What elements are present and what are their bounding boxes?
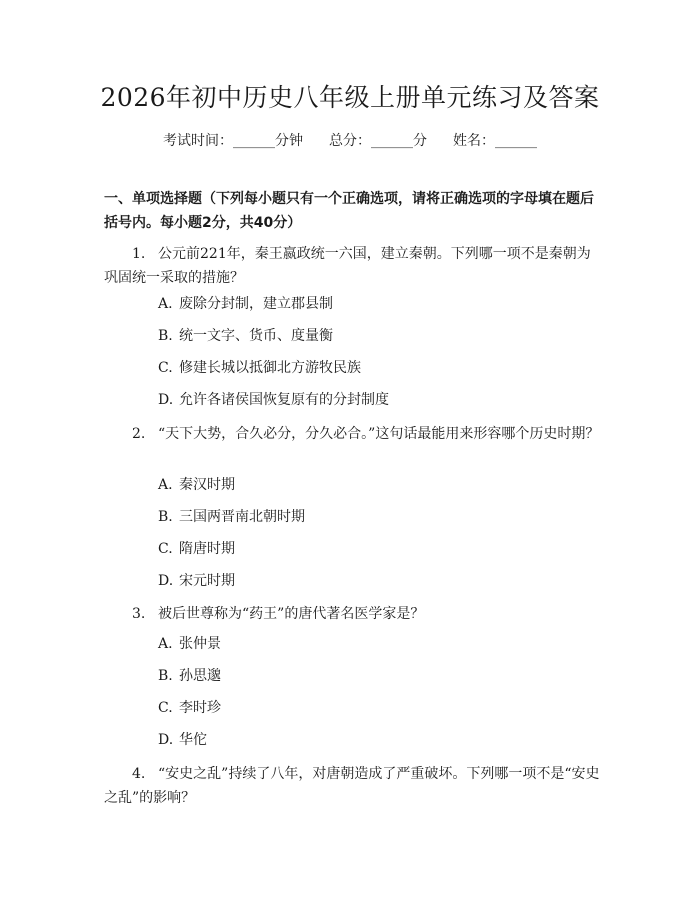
option-text: 华佗 <box>179 732 207 748</box>
option-1a <box>158 293 333 315</box>
option-text: 孙思邈 <box>179 668 221 684</box>
option-2a <box>158 474 235 496</box>
total-score-field: 总分：______分 <box>329 133 427 149</box>
option-3a <box>158 633 221 655</box>
question-3 <box>104 602 604 626</box>
option-text: 秦汉时期 <box>179 477 235 493</box>
option-text: 宋元时期 <box>179 573 235 589</box>
section-heading-single-choice: 一、单项选择题（下列每小题只有一个正确选项，请将正确选项的字母填在题后括号内。每小题2分，共40分） <box>104 191 594 231</box>
option-text: 李时珍 <box>179 700 221 716</box>
option-letter: A. <box>158 477 173 493</box>
option-letter: D. <box>158 392 174 408</box>
option-text: 废除分封制，建立郡县制 <box>179 296 333 312</box>
option-1d <box>158 389 389 411</box>
option-text: 张仲景 <box>179 636 221 652</box>
question-4 <box>104 762 604 810</box>
exam-info-line <box>0 130 700 152</box>
question-number: 1. <box>132 246 146 262</box>
option-text: 允许各诸侯国恢复原有的分封制度 <box>179 392 389 408</box>
question-text: “安史之乱”持续了八年，对唐朝造成了严重破坏。下列哪一项不是“安史之乱”的影响？ <box>104 766 600 806</box>
question-text: “天下大势，合久必分，分久必合。”这句话最能用来形容哪个历史时期？ <box>158 426 600 442</box>
option-letter: B. <box>158 328 173 344</box>
option-letter: C. <box>158 700 173 716</box>
student-name-field: 姓名：______ <box>453 133 537 149</box>
question-text: 被后世尊称为“药王”的唐代著名医学家是？ <box>158 606 425 622</box>
question-2 <box>104 422 604 446</box>
option-letter: D. <box>158 732 174 748</box>
option-letter: B. <box>158 509 173 525</box>
option-letter: A. <box>158 296 173 312</box>
option-3d <box>158 729 207 751</box>
option-text: 隋唐时期 <box>179 541 235 557</box>
option-1b <box>158 325 333 347</box>
option-3c <box>158 697 221 719</box>
option-letter: A. <box>158 636 173 652</box>
option-text: 三国两晋南北朝时期 <box>179 509 305 525</box>
option-text: 统一文字、货币、度量衡 <box>179 328 333 344</box>
question-number: 3. <box>132 606 146 622</box>
question-number: 2. <box>132 426 146 442</box>
option-letter: D. <box>158 573 174 589</box>
option-letter: C. <box>158 360 173 376</box>
option-letter: C. <box>158 541 173 557</box>
option-1c <box>158 357 361 379</box>
page-title: 2026年初中历史八年级上册单元练习及答案 <box>100 83 600 112</box>
question-number: 4. <box>132 766 146 782</box>
exam-time-field: 考试时间：______分钟 <box>163 133 303 149</box>
option-2b <box>158 506 305 528</box>
question-text: 公元前221年，秦王嬴政统一六国，建立秦朝。下列哪一项不是秦朝为巩固统一采取的措施？ <box>104 246 591 286</box>
option-3b <box>158 665 221 687</box>
question-1 <box>104 242 604 290</box>
option-2c <box>158 538 235 560</box>
option-letter: B. <box>158 668 173 684</box>
option-text: 修建长城以抵御北方游牧民族 <box>179 360 361 376</box>
option-2d <box>158 570 235 592</box>
